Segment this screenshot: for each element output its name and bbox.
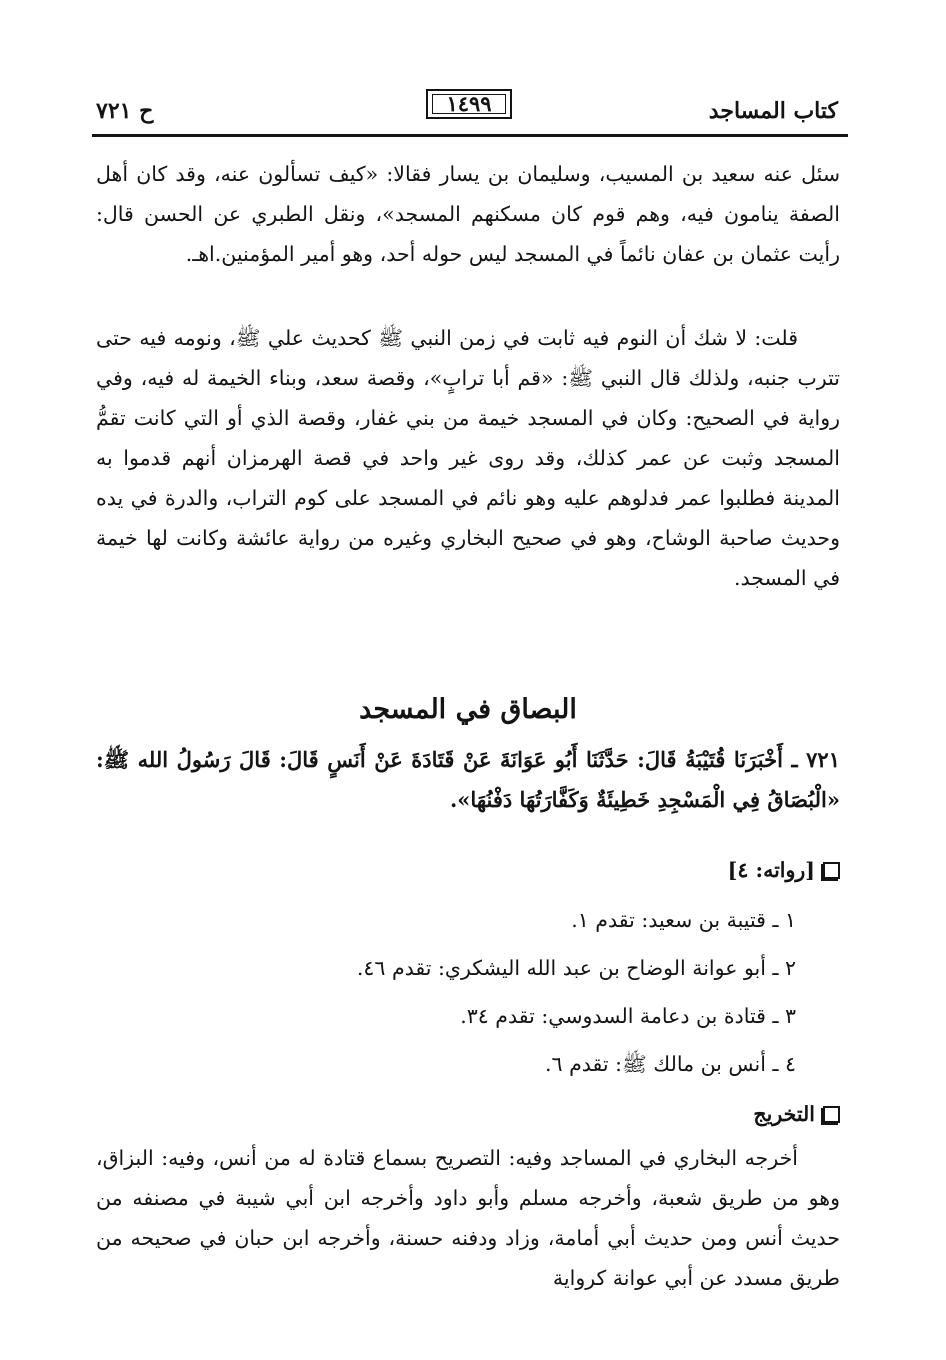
commentary-paragraph-2: قلت: لا شك أن النوم فيه ثابت في زمن النبي ﷺ كحديث علي ﷺ، ونومه فيه حتى تترب جنبه، ولذلك قال النبي ﷺ: «قم أبا ترابٍ»، وقصة سعد، وبناء الخيمة له فيه، وفي رواية في الصحيح: وكان في المسجد خيمة من بني غفار، وقصة الذي أو التي كانت تقمُّ المسجد وثبت عن عمر كذلك، وقد روى غير واحد في قصة الهرمزان أنهم قدموا به المدينة فطلبوا عمر فدلوهم عليه وهو نائم في المسجد على كوم التراب، والدرة في يده وحديث صاحبة الوشاح، وهو في صحيح البخاري وغيره من رواية عائشة وكانت لها خيمة في المسجد. <box>96 326 840 590</box>
narrators-heading <box>728 858 840 882</box>
takhrij-heading-label: التخريج <box>753 1102 815 1126</box>
narrators-list <box>357 896 796 1088</box>
running-header-book-title: كتاب المساجد <box>708 98 838 124</box>
narrator-item: ٣ ـ قتادة بن دعامة السدوسي: تقدم ٣٤. <box>460 1004 796 1028</box>
narrator-item: ٢ ـ أبو عوانة الوضاح بن عبد الله اليشكري: تقدم ٤٦. <box>356 956 796 980</box>
box-icon <box>823 1106 840 1123</box>
takhrij-heading <box>753 1102 840 1126</box>
hadith-text: ٧٢١ ـ أَخْبَرَنَا قُتَيْبَةُ قَالَ: حَدَّثَنَا أَبُو عَوَانَةَ عَنْ قَتَادَةَ عَنْ أَنَسٍ قَالَ: قَالَ رَسُولُ الله ﷺ: «الْبُصَاقُ فِي الْمَسْجِدِ خَطِيئَةٌ وَكَفَّارَتُهَا دَفْنُهَا». <box>96 747 840 812</box>
narrator-item: ٤ ـ أنس بن مالك ﷺ: تقدم ٦. <box>545 1052 796 1076</box>
header-divider <box>92 134 848 137</box>
page-number-box: ١٤٩٩ <box>426 89 512 119</box>
section-title: البصاق في المسجد <box>359 694 577 725</box>
commentary-paragraph-1: سئل عنه سعيد بن المسيب، وسليمان بن يسار فقالا: «كيف تسألون عنه، وقد كان أهل الصفة ينامون فيه، وهم قوم كان مسكنهم المسجد»، ونقل الطبري عن الحسن قال: رأيت عثمان بن عفان نائماً في المسجد ليس حوله أحد، وهو أمير المؤمنين.اهـ. <box>96 162 840 266</box>
takhrij-paragraph: أخرجه البخاري في المساجد وفيه: التصريح بسماع قتادة له من أنس، وفيه: البزاق، وهو من طريق شعبة، وأخرجه مسلم وأبو داود وأخرجه ابن أبي شيبة في مصنفه من حديث أنس ومن حديث أبي أمامة، وزاد ودفنه حسنة، وأخرجه ابن حبان في صحيحه من طريق مسدد عن أبي عوانة كرواية <box>96 1146 840 1290</box>
running-header-hadith-number: ح ٧٢١ <box>96 98 154 124</box>
box-icon <box>823 862 840 879</box>
narrator-item: ١ ـ قتيبة بن سعيد: تقدم ١. <box>571 908 796 932</box>
narrators-heading-label: [رواته: ٤] <box>727 858 815 882</box>
